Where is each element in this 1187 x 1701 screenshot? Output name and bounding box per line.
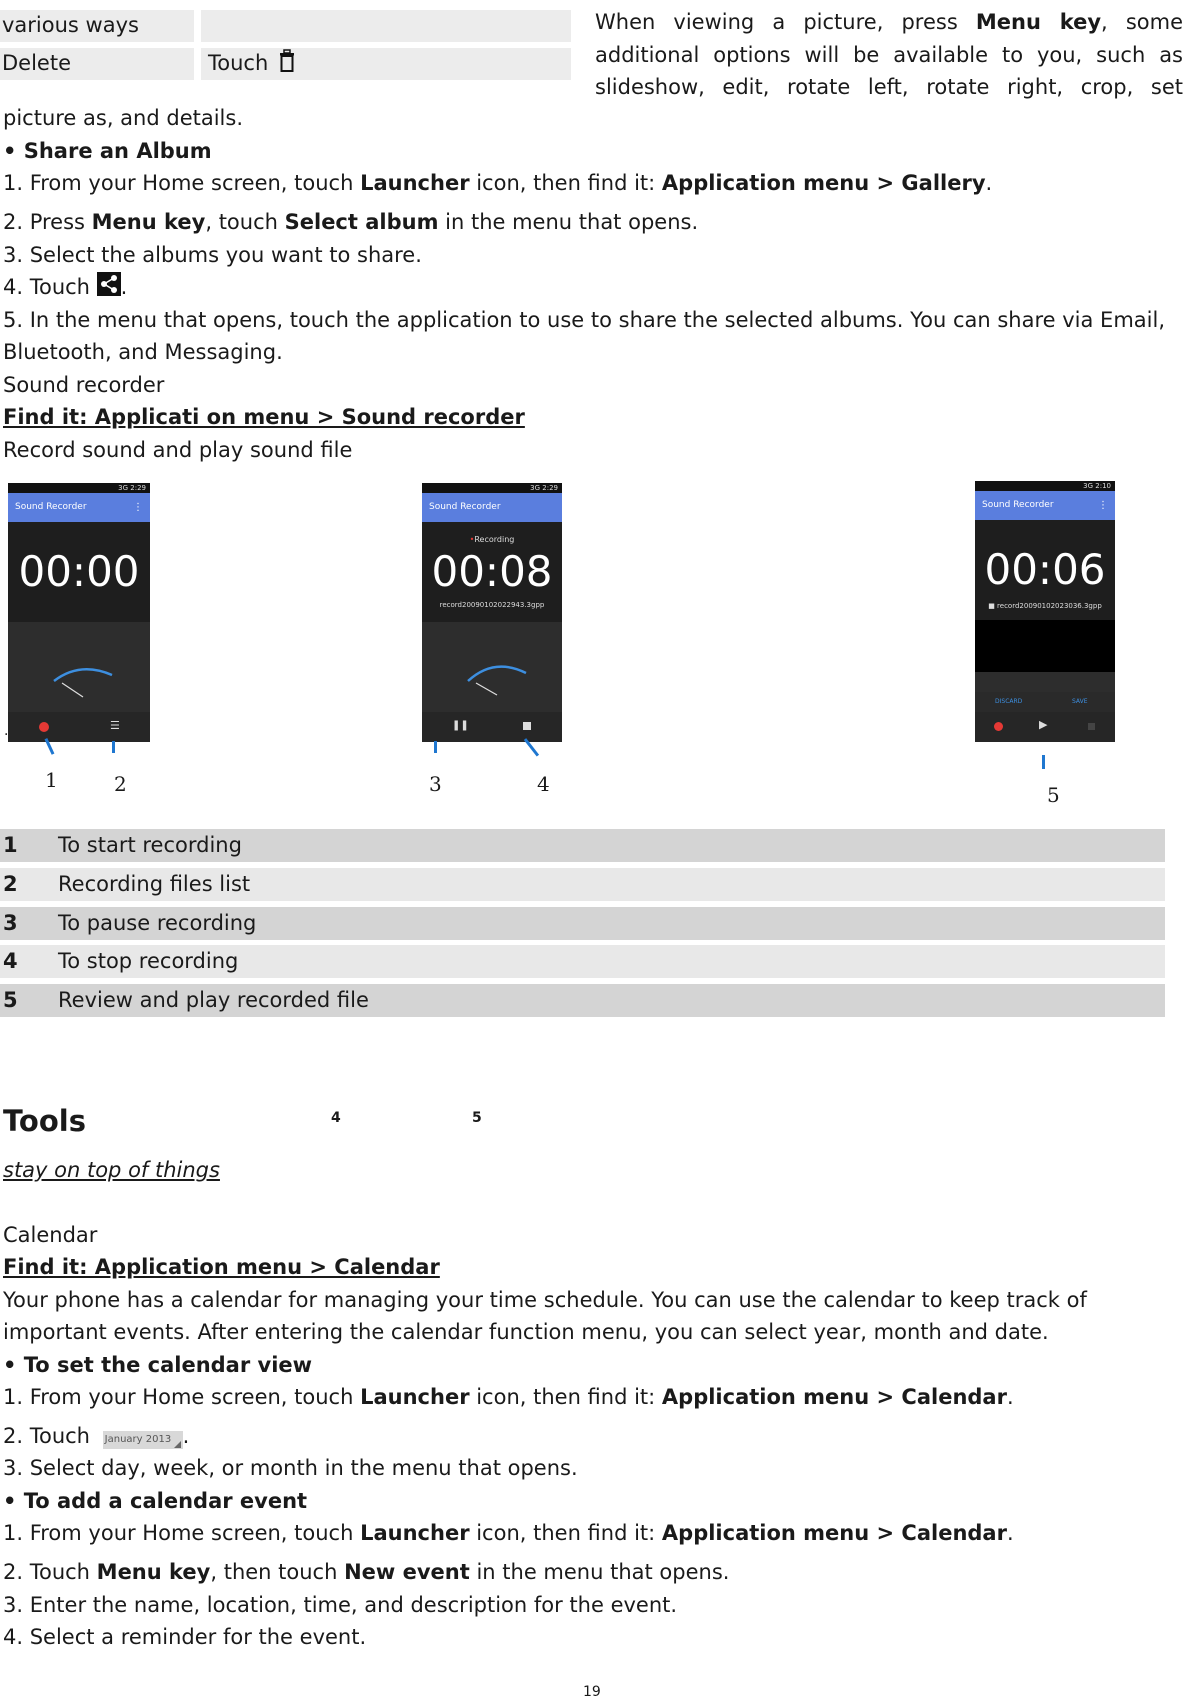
calendar-view-step-3: 3. Select day, week, or month in the menu that opens. <box>3 1456 578 1480</box>
table-cell-touch <box>201 48 571 80</box>
app-bar-title: Sound Recorder <box>982 500 1054 510</box>
calendar-view-heading: • To set the calendar view <box>3 1353 313 1377</box>
file-list-icon[interactable]: ☰ <box>110 719 120 732</box>
stray-number-5: 5 <box>472 1110 482 1126</box>
control-bar <box>8 712 150 742</box>
calendar-find-it: Find it: Application menu > Calendar <box>3 1255 440 1279</box>
callout-number-3: 3 <box>429 772 442 796</box>
stray-number-4: 4 <box>331 1110 341 1126</box>
trash-icon <box>279 49 295 73</box>
play-button[interactable]: ▶ <box>1039 718 1048 731</box>
calendar-desc-1: Your phone has a calendar for managing your time schedule. You can use the calendar to keep track of <box>3 1288 1087 1312</box>
stray-dot: . <box>4 723 9 739</box>
callout-number-5: 5 <box>1047 783 1060 807</box>
phone-screenshot-review <box>975 481 1115 742</box>
calendar-view-step-1: 1. From your Home screen, touch Launcher icon, then find it: Application menu > Calendar. <box>3 1385 1014 1409</box>
para-text: When viewing a picture, press <box>595 10 958 34</box>
phone-screenshot-recording <box>422 483 562 742</box>
timer-display: 00:08 <box>422 522 562 622</box>
touch-text: Touch <box>208 51 269 75</box>
stop-button[interactable] <box>523 722 531 730</box>
table-cell-empty <box>201 10 571 42</box>
table-cell-delete: Delete <box>0 48 194 80</box>
para-line: additional options will be available to you, such as <box>595 42 1183 67</box>
control-bar <box>422 712 562 742</box>
calendar-event-step-3: 3. Enter the name, location, time, and description for the event. <box>3 1593 678 1617</box>
tools-heading: Tools <box>3 1104 86 1138</box>
status-bar: 3G 2:29 <box>422 483 562 493</box>
callout-line-3 <box>434 741 437 753</box>
share-album-heading: • Share an Album <box>3 139 212 163</box>
sound-recorder-find-it: Find it: Applicati on menu > Sound recorder <box>3 405 525 429</box>
share-step-1: 1. From your Home screen, touch Launcher icon, then find it: Application menu > Gallery. <box>3 171 993 195</box>
legend-row: 5 Review and play recorded file <box>0 984 1165 1017</box>
calendar-event-step-4: 4. Select a reminder for the event. <box>3 1625 367 1649</box>
app-bar-title: Sound Recorder <box>429 502 501 512</box>
app-bar-title: Sound Recorder <box>15 502 87 512</box>
overflow-menu-icon: ⋮ <box>133 502 143 513</box>
calendar-event-step-1: 1. From your Home screen, touch Launcher icon, then find it: Application menu > Calendar. <box>3 1521 1014 1545</box>
calendar-title: Calendar <box>3 1223 98 1247</box>
dropdown-corner-icon <box>174 1441 181 1448</box>
callout-line-2 <box>112 741 115 753</box>
legend-row: 1 To start recording <box>0 829 1165 862</box>
status-bar: 3G 2:29 <box>8 483 150 493</box>
para-continuation: picture as, and details. <box>3 106 244 130</box>
legend-row: 4 To stop recording <box>0 945 1165 978</box>
tools-tagline: stay on top of things <box>3 1158 220 1182</box>
vu-meter-icon <box>50 659 116 699</box>
share-step-5a: 5. In the menu that opens, touch the application to use to share the selected albums. You can share via Email, <box>3 308 1165 332</box>
month-selector-button: January 2013 <box>103 1431 183 1449</box>
vu-meter-icon <box>464 659 530 699</box>
action-bar <box>975 692 1115 712</box>
status-bar: 3G 2:10 <box>975 481 1115 491</box>
table-cell-various-ways: various ways <box>0 10 194 42</box>
callout-number-1: 1 <box>45 768 58 792</box>
callout-number-2: 2 <box>114 772 127 796</box>
calendar-view-step-2: 2. Touch January 2013 . <box>3 1424 190 1448</box>
recording-filename: ■ record20090102023036.3gpp <box>988 602 1102 610</box>
overflow-menu-icon: ⋮ <box>1098 500 1108 511</box>
timer-display: 00:06 <box>975 520 1115 620</box>
phone-screenshot-idle <box>8 483 150 742</box>
share-step-2: 2. Press Menu key, touch Select album in the menu that opens. <box>3 210 699 234</box>
save-button[interactable]: SAVE <box>1072 698 1088 705</box>
sound-recorder-title: Sound recorder <box>3 373 165 397</box>
legend-row: 2 Recording files list <box>0 868 1165 901</box>
legend-row: 3 To pause recording <box>0 907 1165 940</box>
blank-area <box>975 620 1115 672</box>
stop-button[interactable] <box>1088 723 1095 730</box>
page-number: 19 <box>583 1684 601 1700</box>
share-step-3: 3. Select the albums you want to share. <box>3 243 422 267</box>
para-line: slideshow, edit, rotate left, rotate right, crop, set <box>595 75 1183 99</box>
calendar-event-heading: • To add a calendar event <box>3 1489 308 1513</box>
calendar-desc-2: important events. After entering the calendar function menu, you can select year, month and date. <box>3 1320 1049 1344</box>
discard-button[interactable]: DISCARD <box>995 698 1023 705</box>
calendar-event-step-2: 2. Touch Menu key, then touch New event in the menu that opens. <box>3 1560 730 1584</box>
record-button[interactable] <box>994 722 1003 731</box>
menu-key-paragraph <box>595 6 1183 104</box>
record-button[interactable] <box>39 722 49 732</box>
app-bar <box>422 493 562 522</box>
recording-filename: record20090102022943.3gpp <box>439 601 545 609</box>
callout-line-5 <box>1042 755 1045 769</box>
share-step-4: 4. Touch . <box>3 272 127 300</box>
para-text: , some <box>1101 10 1183 34</box>
share-icon <box>97 272 121 296</box>
app-bar <box>8 493 150 522</box>
recording-label: •Recording <box>469 535 515 544</box>
callout-number-4: 4 <box>537 772 550 796</box>
sound-recorder-desc: Record sound and play sound file <box>3 438 353 462</box>
timer-display: 00:00 <box>8 522 150 622</box>
share-step-5b: Bluetooth, and Messaging. <box>3 340 283 364</box>
app-bar <box>975 491 1115 520</box>
pause-button[interactable]: ❚❚ <box>452 720 469 731</box>
para-bold: Menu key <box>975 10 1102 34</box>
control-bar <box>975 712 1115 742</box>
